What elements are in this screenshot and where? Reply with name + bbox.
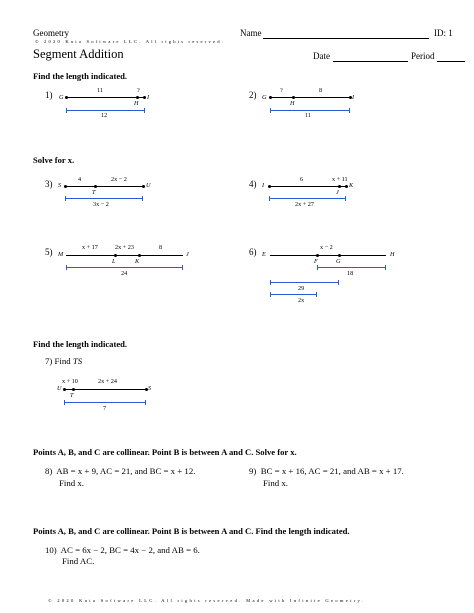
- point-label: M: [58, 251, 64, 258]
- total-length: 24: [121, 270, 128, 277]
- segment-line: [65, 186, 143, 187]
- point-dot: [65, 96, 68, 99]
- subject-label: Geometry: [33, 28, 69, 38]
- section-heading: Find the length indicated.: [33, 71, 128, 81]
- point-dot: [63, 388, 66, 391]
- point-dot: [136, 96, 139, 99]
- section-heading: Find the length indicated.: [33, 339, 128, 349]
- point-label: G: [336, 258, 341, 265]
- problem-number: 1): [45, 90, 53, 100]
- measure-bracket: [66, 267, 183, 268]
- problem-prompt: 7) Find TS: [45, 356, 83, 366]
- measure-bracket: [64, 402, 146, 403]
- problem-number: 5): [45, 247, 53, 257]
- point-label: G: [262, 94, 267, 101]
- segment-length: ?: [280, 87, 283, 94]
- name-field-line[interactable]: [263, 38, 429, 39]
- page-title: Segment Addition: [33, 47, 124, 61]
- point-dot: [94, 185, 97, 188]
- measure-bracket: [66, 110, 145, 111]
- segment-length: x + 11: [332, 176, 348, 183]
- point-label: I: [147, 94, 150, 101]
- point-dot: [292, 96, 295, 99]
- segment-length: 2x + 23: [115, 244, 134, 251]
- problem-10-text: 10) AC = 6x − 2, BC = 4x − 2, and AB = 6.: [45, 545, 200, 555]
- problem-8-text: 8) AB = x + 9, AC = 21, and BC = x + 12.: [45, 466, 196, 476]
- segment-line: [270, 255, 386, 256]
- segment-length: 6: [300, 176, 304, 183]
- total-length: 3x − 2: [93, 201, 109, 208]
- total-length: 11: [305, 112, 311, 119]
- segment-length: ?: [137, 87, 140, 94]
- point-label: J: [336, 189, 339, 196]
- segment-length: 4: [78, 176, 82, 183]
- measure-bracket: [270, 294, 317, 295]
- problem-10-subtext: Find AC.: [62, 556, 95, 566]
- point-label: H: [290, 100, 295, 107]
- segment-length: 8: [159, 244, 163, 251]
- problem-9-text: 9) BC = x + 16, AC = 21, and AB = x + 17.: [249, 466, 404, 476]
- point-dot: [64, 185, 67, 188]
- point-label: T: [92, 189, 96, 196]
- total-length: 2x + 27: [295, 201, 314, 208]
- measure-length: 2x: [298, 297, 305, 304]
- total-length: 12: [101, 112, 108, 119]
- measure-bracket: [65, 198, 143, 199]
- point-label: K: [349, 182, 354, 189]
- problem-number: 3): [45, 179, 53, 189]
- measure-length: 29: [298, 285, 305, 292]
- point-label: U: [146, 182, 151, 189]
- point-dot: [349, 94, 355, 101]
- point-label: L: [112, 258, 116, 265]
- segment-length: 8: [319, 87, 323, 94]
- point-label: H: [134, 100, 139, 107]
- id-label: ID: 1: [434, 28, 453, 38]
- section-heading: Points A, B, and C are collinear. Point B is between A and C. Find the length indicated.: [33, 526, 350, 536]
- date-label: Date: [313, 51, 330, 61]
- point-dot: [316, 254, 319, 257]
- point-label: J: [186, 251, 189, 258]
- point-label: G: [59, 94, 64, 101]
- point-dot: [338, 254, 341, 257]
- name-label: Name: [240, 28, 262, 38]
- segment-length: 11: [97, 87, 103, 94]
- point-dot: [138, 254, 141, 257]
- segment-length: x − 2: [320, 244, 333, 251]
- point-label: I: [262, 182, 265, 189]
- point-label: E: [262, 251, 266, 258]
- problem-9-subtext: Find x.: [263, 478, 288, 488]
- point-label: S: [148, 385, 152, 392]
- period-label: Period: [411, 51, 435, 61]
- point-label: K: [135, 258, 140, 265]
- segment-line: [64, 389, 146, 390]
- point-dot: [142, 185, 145, 188]
- point-dot: [145, 388, 148, 391]
- point-label: U: [57, 385, 62, 392]
- copyright-text: © 2020 Kuta Software LLC. All rights reserved.: [35, 39, 226, 44]
- segment-length: 2x + 24: [98, 378, 117, 385]
- point-label: F: [314, 258, 318, 265]
- segment-line: [269, 186, 346, 187]
- total-length: 7: [103, 405, 107, 412]
- point-dot: [345, 185, 348, 188]
- point-label: T: [70, 392, 74, 399]
- point-label: S: [58, 182, 62, 189]
- problem-number: 2): [249, 90, 257, 100]
- segment-length: 2x − 2: [111, 176, 127, 183]
- problem-number: 6): [249, 247, 257, 257]
- segment-line: [66, 97, 145, 98]
- problem-8-subtext: Find x.: [59, 478, 84, 488]
- measure-bracket: [317, 267, 386, 268]
- segment-length: x + 10: [62, 378, 78, 385]
- measure-bracket: [270, 282, 339, 283]
- segment-length: x + 17: [82, 244, 98, 251]
- point-dot: [114, 254, 117, 257]
- measure-length: 18: [347, 270, 354, 277]
- point-dot: [338, 185, 341, 188]
- date-field-line[interactable]: [333, 61, 408, 62]
- measure-bracket: [270, 110, 350, 111]
- point-dot: [269, 96, 272, 99]
- segment-line: [270, 97, 350, 98]
- problem-number: 4): [249, 179, 257, 189]
- point-label: H: [390, 251, 395, 258]
- footer-text: © 2020 Kuta Software LLC. All rights reserved. Made with Infinite Geometry.: [48, 598, 366, 603]
- point-label: I: [352, 94, 355, 101]
- point-dot: [268, 185, 271, 188]
- section-heading: Solve for x.: [33, 155, 75, 165]
- point-dot: [143, 96, 146, 99]
- segment-line: [66, 255, 183, 256]
- measure-bracket: [269, 198, 346, 199]
- period-field-line[interactable]: [437, 61, 465, 62]
- section-heading: Points A, B, and C are collinear. Point B is between A and C. Solve for x.: [33, 447, 297, 457]
- point-dot: [72, 388, 75, 391]
